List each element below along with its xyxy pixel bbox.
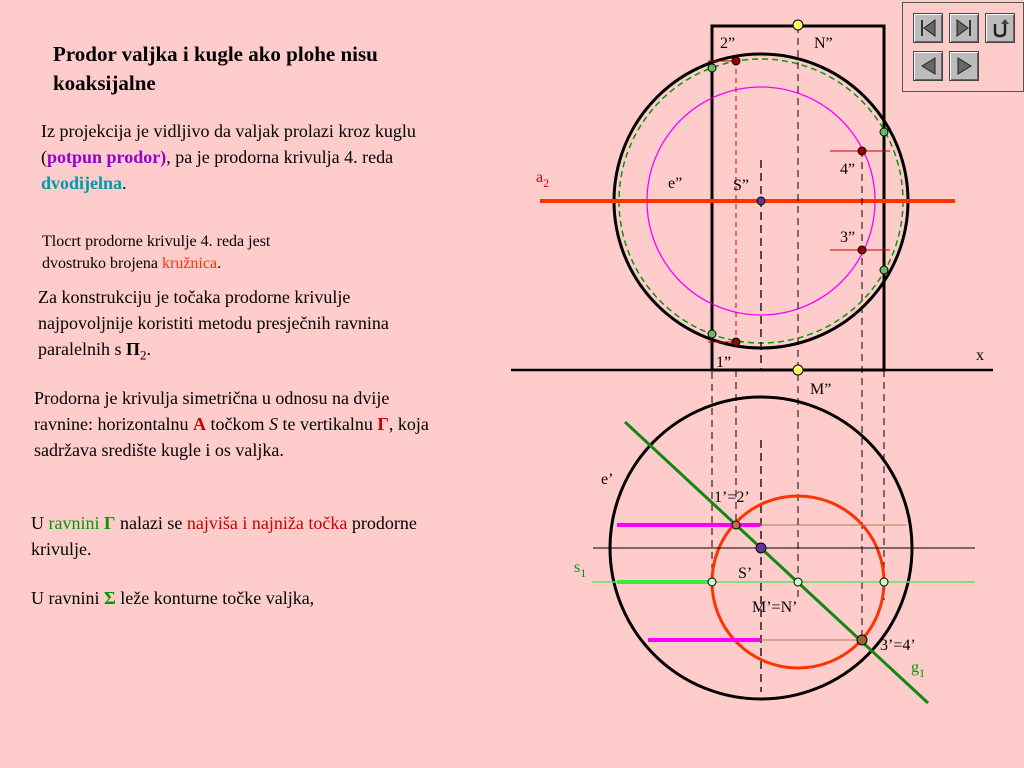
- label-2pp: 2”: [720, 35, 736, 52]
- point-1-front: [732, 338, 740, 346]
- point-s-top: [756, 543, 766, 553]
- sigma-symbol: Σ: [103, 588, 116, 608]
- contour-point-front-3: [880, 128, 888, 136]
- highlight-dvodijelna: dvodijelna: [41, 173, 123, 193]
- point-3-4-top: [857, 635, 867, 645]
- label-x-axis: x: [976, 347, 984, 364]
- contour-point-front-4: [880, 266, 888, 274]
- point-3-front: [858, 246, 866, 254]
- point-2-front: [732, 57, 740, 65]
- contour-point-front-2: [708, 330, 716, 338]
- point-s1-right: [880, 578, 888, 586]
- point-1-2-top: [732, 521, 740, 529]
- label-a2: $a_2$: [536, 169, 550, 190]
- label-ep: e’: [601, 471, 614, 488]
- pi-symbol: Π: [125, 339, 140, 359]
- highlight-kruznica: kružnica: [161, 255, 218, 272]
- page-title: Prodor valjka i kugle ako plohe nisu koaksijalne: [53, 42, 378, 95]
- label-g1: $g_1$: [911, 659, 925, 680]
- label-4pp: 4”: [840, 161, 856, 178]
- highlight-najvisa-najniza: najviša i najniža točka: [186, 513, 348, 533]
- label-1pp: 1”: [716, 354, 732, 371]
- point-n-front: [793, 20, 803, 30]
- label-1-2-top: 1’=2’: [714, 489, 750, 506]
- point-4-front: [858, 147, 866, 155]
- paragraph-full-penetration: Iz projekcija je vidljivo da valjak prolazi kroz kuglu (potpun prodor), pa je prodorna krivulja 4. reda dvodijelna.: [41, 121, 416, 193]
- paragraph-construction-method: Za konstrukciju je točaka prodorne krivulje najpovoljnije koristiti metodu presječnih ravnina paralelnih s $\Pi_2$.: [38, 287, 389, 363]
- point-mn-top: [794, 578, 802, 586]
- label-epp: e”: [668, 175, 683, 192]
- label-sp: S’: [738, 565, 753, 582]
- label-spp: S”: [733, 177, 749, 194]
- gamma-symbol: Γ: [377, 414, 389, 434]
- paragraph-symmetry: Prodorna je krivulja simetrična u odnosu na dvije ravnine: horizontalnu A točkom S te vertikalnu Γ, koja sadržava središte kugle i os valjka.: [34, 388, 429, 460]
- point-s1-left: [708, 578, 716, 586]
- paragraph-highest-lowest: U ravnini Γ nalazi se najviša i najniža točka prodorne krivulje.: [31, 513, 417, 559]
- label-npp: N”: [814, 35, 833, 52]
- label-mn-top: M’=N’: [752, 599, 798, 616]
- label-s1: $s_1$: [574, 559, 587, 580]
- point-m-front: [793, 365, 803, 375]
- label-3-4-top: 3’=4’: [880, 637, 916, 654]
- paragraph-top-view-circle: Tlocrt prodorne krivulje 4. reda jest dvostruko brojena kružnica.: [42, 233, 271, 272]
- label-mpp: M”: [810, 381, 832, 398]
- plane-a-symbol: A: [192, 414, 206, 434]
- highlight-potpun-prodor: potpun prodor): [47, 147, 167, 167]
- gamma-symbol-green: Γ: [104, 513, 116, 533]
- label-3pp: 3”: [840, 229, 856, 246]
- contour-point-front-1: [708, 64, 716, 72]
- point-s-front: [757, 197, 765, 205]
- paragraph-contour-points: U ravnini Σ leže konturne točke valjka,: [31, 588, 315, 608]
